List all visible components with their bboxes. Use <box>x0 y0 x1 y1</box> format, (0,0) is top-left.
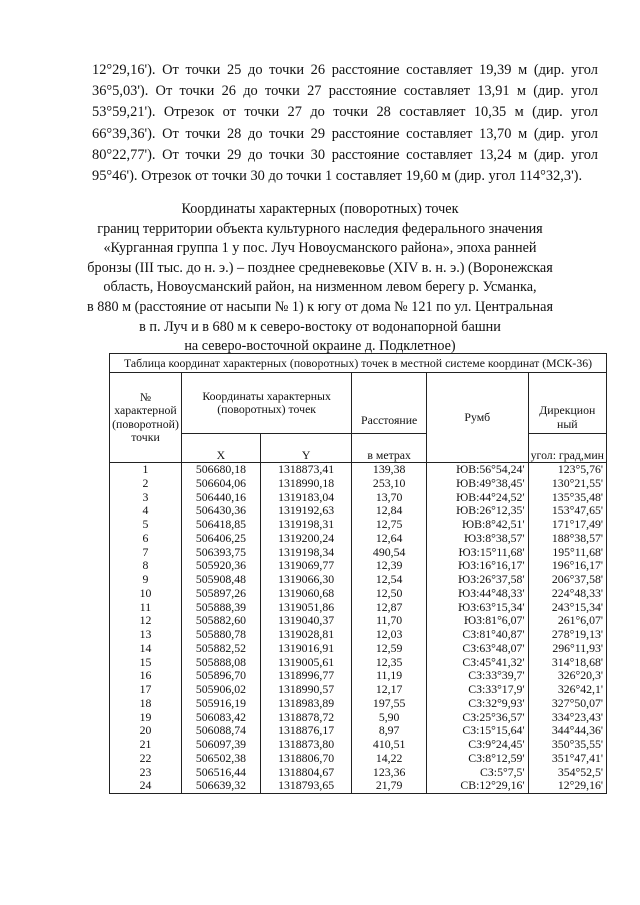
y-cell: 1319198,31 <box>260 518 351 532</box>
y-cell: 1318878,72 <box>260 711 351 725</box>
rumb-cell: ЮВ:49°38,45' <box>427 477 529 491</box>
rumb-cell: ЮЗ:16°16,17' <box>427 559 529 573</box>
header-direction-units: угол: град,мин <box>528 434 606 463</box>
table-row <box>110 573 607 587</box>
coordinates-table <box>109 353 607 794</box>
distance-cell: 11,19 <box>352 669 427 683</box>
y-cell: 1319005,61 <box>260 656 351 670</box>
title-line: на северо-восточной окраине д. Подклетное) <box>184 338 456 355</box>
table-row <box>110 642 607 656</box>
point-number-cell: 2 <box>110 477 182 491</box>
rumb-cell: СЗ:63°48,07' <box>427 642 529 656</box>
table-caption: Таблица координат характерных (поворотных) точек в местной системе координат (МСК-36) <box>110 354 607 373</box>
title-line: бронзы (III тыс. до н. э.) – позднее средневековье (XIV в. н. э.) (Воронежская <box>87 259 553 276</box>
y-cell: 1318876,17 <box>260 724 351 738</box>
y-cell: 1318806,70 <box>260 752 351 766</box>
distance-cell: 197,55 <box>352 697 427 711</box>
x-cell: 505888,08 <box>181 656 260 670</box>
direction-angle-cell: 123°5,76' <box>528 463 606 477</box>
body-paragraph <box>92 60 598 187</box>
y-cell: 1319192,63 <box>260 504 351 518</box>
table-row <box>110 518 607 532</box>
direction-angle-cell: 296°11,93' <box>528 642 606 656</box>
y-cell: 1318990,18 <box>260 477 351 491</box>
direction-angle-cell: 243°15,34' <box>528 601 606 615</box>
paragraph-line: 66°39,36'). От точки 28 до точки 29 расстояние составляет 13,70 м (дир. угол <box>92 125 598 142</box>
distance-cell: 490,54 <box>352 546 427 560</box>
point-number-cell: 5 <box>110 518 182 532</box>
distance-cell: 139,38 <box>352 463 427 477</box>
rumb-cell: ЮЗ:81°6,07' <box>427 614 529 628</box>
rumb-cell: ЮЗ:44°48,33' <box>427 587 529 601</box>
y-cell: 1319069,77 <box>260 559 351 573</box>
table-row <box>110 587 607 601</box>
title-line: в 880 м (расстояние от насыпи № 1) к югу от дома № 121 по ул. Центральная <box>87 298 553 315</box>
rumb-cell: ЮЗ:8°38,57' <box>427 532 529 546</box>
x-cell: 505896,70 <box>181 669 260 683</box>
table-row <box>110 601 607 615</box>
point-number-cell: 17 <box>110 683 182 697</box>
rumb-cell: ЮВ:8°42,51' <box>427 518 529 532</box>
paragraph-line: 80°22,77'). От точки 29 до точки 30 расстояние составляет 13,24 м (дир. угол <box>92 146 598 163</box>
rumb-cell: СЗ:81°40,87' <box>427 628 529 642</box>
x-cell: 506418,85 <box>181 518 260 532</box>
direction-angle-cell: 327°50,07' <box>528 697 606 711</box>
header-point-number: № характерной (поворотной) точки <box>110 373 182 463</box>
rumb-cell: ЮЗ:15°11,68' <box>427 546 529 560</box>
header-x: X <box>181 434 260 463</box>
table-row <box>110 532 607 546</box>
distance-cell: 12,50 <box>352 587 427 601</box>
direction-angle-cell: 334°23,43' <box>528 711 606 725</box>
point-number-cell: 24 <box>110 779 182 793</box>
direction-angle-cell: 344°44,36' <box>528 724 606 738</box>
direction-angle-cell: 326°42,1' <box>528 683 606 697</box>
point-number-cell: 3 <box>110 491 182 505</box>
direction-angle-cell: 354°52,5' <box>528 766 606 780</box>
x-cell: 506406,25 <box>181 532 260 546</box>
x-cell: 505880,78 <box>181 628 260 642</box>
table-row <box>110 559 607 573</box>
distance-cell: 12,87 <box>352 601 427 615</box>
table-row <box>110 463 607 477</box>
x-cell: 505888,39 <box>181 601 260 615</box>
distance-cell: 12,59 <box>352 642 427 656</box>
title-line: в п. Луч и в 680 м к северо-востоку от водонапорной башни <box>139 318 501 335</box>
x-cell: 505908,48 <box>181 573 260 587</box>
table-row <box>110 779 607 793</box>
rumb-cell: СЗ:15°15,64' <box>427 724 529 738</box>
direction-angle-cell: 326°20,3' <box>528 669 606 683</box>
y-cell: 1319066,30 <box>260 573 351 587</box>
rumb-cell: СЗ:33°39,7' <box>427 669 529 683</box>
x-cell: 505916,19 <box>181 697 260 711</box>
y-cell: 1319183,04 <box>260 491 351 505</box>
distance-cell: 12,39 <box>352 559 427 573</box>
y-cell: 1318804,67 <box>260 766 351 780</box>
rumb-cell: СЗ:25°36,57' <box>427 711 529 725</box>
rumb-cell: СЗ:5°7,5' <box>427 766 529 780</box>
x-cell: 506516,44 <box>181 766 260 780</box>
table-body <box>110 463 607 794</box>
rumb-cell: СЗ:33°17,9' <box>427 683 529 697</box>
paragraph-line: 95°46'). Отрезок от точки 30 до точки 1 составляет 19,60 м (дир. угол 114°32,3'). <box>92 168 583 185</box>
point-number-cell: 19 <box>110 711 182 725</box>
direction-angle-cell: 224°48,33' <box>528 587 606 601</box>
x-cell: 506604,06 <box>181 477 260 491</box>
point-number-cell: 23 <box>110 766 182 780</box>
paragraph-line: 12°29,16'). От точки 25 до точки 26 расстояние составляет 19,39 м (дир. угол <box>92 62 598 78</box>
y-cell: 1319198,34 <box>260 546 351 560</box>
table-row <box>110 738 607 752</box>
point-number-cell: 4 <box>110 504 182 518</box>
y-cell: 1318873,80 <box>260 738 351 752</box>
direction-angle-cell: 188°38,57' <box>528 532 606 546</box>
point-number-cell: 22 <box>110 752 182 766</box>
direction-angle-cell: 130°21,55' <box>528 477 606 491</box>
x-cell: 506088,74 <box>181 724 260 738</box>
header-rumb: Румб <box>427 373 529 463</box>
distance-cell: 21,79 <box>352 779 427 793</box>
rumb-cell: ЮВ:56°54,24' <box>427 463 529 477</box>
y-cell: 1318793,65 <box>260 779 351 793</box>
point-number-cell: 6 <box>110 532 182 546</box>
distance-cell: 13,70 <box>352 491 427 505</box>
table-row <box>110 477 607 491</box>
point-number-cell: 1 <box>110 463 182 477</box>
header-distance-units: в метрах <box>352 434 427 463</box>
point-number-cell: 14 <box>110 642 182 656</box>
rumb-cell: СЗ:9°24,45' <box>427 738 529 752</box>
distance-cell: 410,51 <box>352 738 427 752</box>
direction-angle-cell: 314°18,68' <box>528 656 606 670</box>
header-distance: Расстояние <box>352 373 427 434</box>
distance-cell: 12,84 <box>352 504 427 518</box>
point-number-cell: 12 <box>110 614 182 628</box>
distance-cell: 8,97 <box>352 724 427 738</box>
header-y: Y <box>260 434 351 463</box>
y-cell: 1319060,68 <box>260 587 351 601</box>
direction-angle-cell: 195°11,68' <box>528 546 606 560</box>
table-row <box>110 724 607 738</box>
x-cell: 506393,75 <box>181 546 260 560</box>
table-row <box>110 614 607 628</box>
header-direction-angle: Дирекцион ный <box>528 373 606 434</box>
x-cell: 505882,60 <box>181 614 260 628</box>
rumb-cell: ЮВ:44°24,52' <box>427 491 529 505</box>
x-cell: 505906,02 <box>181 683 260 697</box>
table-row <box>110 683 607 697</box>
direction-angle-cell: 12°29,16' <box>528 779 606 793</box>
direction-angle-cell: 196°16,17' <box>528 559 606 573</box>
distance-cell: 12,75 <box>352 518 427 532</box>
direction-angle-cell: 153°47,65' <box>528 504 606 518</box>
point-number-cell: 20 <box>110 724 182 738</box>
direction-angle-cell: 135°35,48' <box>528 491 606 505</box>
table-row <box>110 491 607 505</box>
paragraph-line: 53°59,21'). Отрезок от точки 27 до точки 28 составляет 10,35 м (дир. угол <box>92 104 598 121</box>
header-coordinates: Координаты характерных (поворотных) точек <box>181 373 351 434</box>
table-row <box>110 628 607 642</box>
title-line: область, Новоусманский район, на низменном левом берегу р. Усманка, <box>103 279 537 296</box>
table-row <box>110 697 607 711</box>
paragraph-line: 36°5,03'). От точки 26 до точки 27 расстояние составляет 13,91 м (дир. угол <box>92 83 598 100</box>
distance-cell: 5,90 <box>352 711 427 725</box>
rumb-cell: СВ:12°29,16' <box>427 779 529 793</box>
x-cell: 506502,38 <box>181 752 260 766</box>
distance-cell: 12,54 <box>352 573 427 587</box>
rumb-cell: ЮЗ:26°37,58' <box>427 573 529 587</box>
y-cell: 1318983,89 <box>260 697 351 711</box>
table-row <box>110 766 607 780</box>
distance-cell: 12,64 <box>352 532 427 546</box>
x-cell: 506680,18 <box>181 463 260 477</box>
x-cell: 506639,32 <box>181 779 260 793</box>
y-cell: 1319200,24 <box>260 532 351 546</box>
y-cell: 1319040,37 <box>260 614 351 628</box>
distance-cell: 12,03 <box>352 628 427 642</box>
point-number-cell: 7 <box>110 546 182 560</box>
distance-cell: 12,17 <box>352 683 427 697</box>
point-number-cell: 11 <box>110 601 182 615</box>
distance-cell: 14,22 <box>352 752 427 766</box>
distance-cell: 11,70 <box>352 614 427 628</box>
direction-angle-cell: 261°6,07' <box>528 614 606 628</box>
point-number-cell: 10 <box>110 587 182 601</box>
point-number-cell: 15 <box>110 656 182 670</box>
point-number-cell: 8 <box>110 559 182 573</box>
point-number-cell: 21 <box>110 738 182 752</box>
direction-angle-cell: 351°47,41' <box>528 752 606 766</box>
rumb-cell: СЗ:45°41,32' <box>427 656 529 670</box>
section-title <box>70 200 570 357</box>
distance-cell: 12,35 <box>352 656 427 670</box>
point-number-cell: 9 <box>110 573 182 587</box>
table-row <box>110 546 607 560</box>
title-line: «Курганная группа 1 у пос. Луч Новоусманского района», эпоха ранней <box>103 240 537 257</box>
distance-cell: 123,36 <box>352 766 427 780</box>
title-line: Координаты характерных (поворотных) точек <box>181 201 459 217</box>
direction-angle-cell: 171°17,49' <box>528 518 606 532</box>
title-line: границ территории объекта культурного наследия федерального значения <box>97 220 543 237</box>
direction-angle-cell: 278°19,13' <box>528 628 606 642</box>
rumb-cell: ЮЗ:63°15,34' <box>427 601 529 615</box>
point-number-cell: 18 <box>110 697 182 711</box>
table-row <box>110 669 607 683</box>
x-cell: 505920,36 <box>181 559 260 573</box>
point-number-cell: 13 <box>110 628 182 642</box>
y-cell: 1319051,86 <box>260 601 351 615</box>
x-cell: 505882,52 <box>181 642 260 656</box>
x-cell: 505897,26 <box>181 587 260 601</box>
rumb-cell: ЮВ:26°12,35' <box>427 504 529 518</box>
table-row <box>110 656 607 670</box>
y-cell: 1318990,57 <box>260 683 351 697</box>
direction-angle-cell: 350°35,55' <box>528 738 606 752</box>
x-cell: 506097,39 <box>181 738 260 752</box>
x-cell: 506430,36 <box>181 504 260 518</box>
y-cell: 1319016,91 <box>260 642 351 656</box>
point-number-cell: 16 <box>110 669 182 683</box>
table-row <box>110 711 607 725</box>
direction-angle-cell: 206°37,58' <box>528 573 606 587</box>
y-cell: 1318996,77 <box>260 669 351 683</box>
y-cell: 1319028,81 <box>260 628 351 642</box>
x-cell: 506440,16 <box>181 491 260 505</box>
y-cell: 1318873,41 <box>260 463 351 477</box>
table-row <box>110 752 607 766</box>
rumb-cell: СЗ:8°12,59' <box>427 752 529 766</box>
x-cell: 506083,42 <box>181 711 260 725</box>
distance-cell: 253,10 <box>352 477 427 491</box>
table-row <box>110 504 607 518</box>
rumb-cell: СЗ:32°9,93' <box>427 697 529 711</box>
